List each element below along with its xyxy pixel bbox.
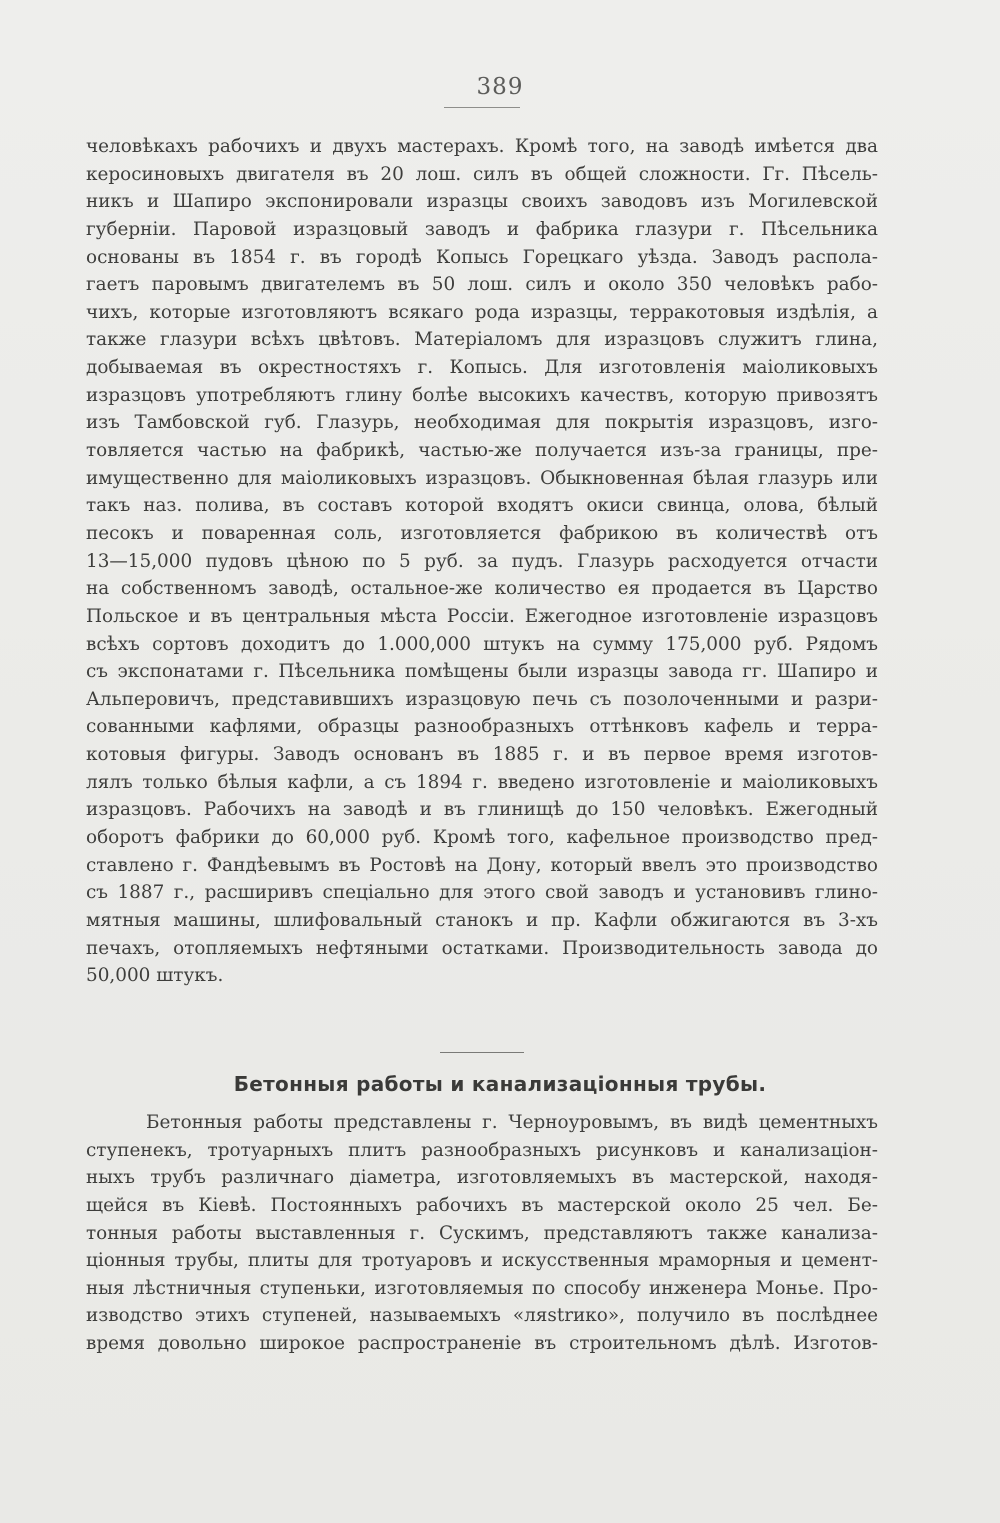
text-line: на собственномъ заводѣ, остальное-же количество ея продается въ Царство <box>86 578 878 600</box>
text-line: гаетъ паровымъ двигателемъ въ 50 лош. силъ и около 350 человѣкъ рабо- <box>86 274 878 296</box>
text-line: съ 1887 г., расширивъ спеціально для этого свой заводъ и установивъ глино- <box>86 882 878 904</box>
section-heading: Бетонныя работы и канализаціонныя трубы. <box>233 1072 767 1096</box>
text-line: котовыя фигуры. Заводъ основанъ въ 1885 г. и въ первое время изготов- <box>86 744 878 766</box>
text-line: основаны въ 1854 г. въ городѣ Копысь Горецкаго уѣзда. Заводъ распола- <box>86 246 878 268</box>
text-line: ступенекъ, тротуарныхъ плитъ разнообразныхъ рисунковъ и канализаціон- <box>86 1139 878 1161</box>
text-line: Бетонныя работы представлены г. Черноуровымъ, въ видѣ цементныхъ <box>146 1112 878 1133</box>
text-line: добываемая въ окрестностяхъ г. Копысь. Для изготовленія маіоликовыхъ <box>86 357 878 379</box>
text-line: съ экспонатами г. Пѣсельника помѣщены были изразцы завода гг. Шапиро и <box>86 661 878 683</box>
text-line: также глазури всѣхъ цвѣтовъ. Матеріаломъ для изразцовъ служитъ глина, <box>86 329 878 351</box>
text-line: ставлено г. Фандѣевымъ въ Ростовѣ на Дону, который ввелъ это производство <box>86 854 878 876</box>
text-line: 13—15,000 пудовъ цѣною по 5 руб. за пудъ. Глазурь расходуется отчасти <box>86 550 878 572</box>
text-line: печахъ, отопляемыхъ нефтяными остатками. Производительность завода до <box>86 937 878 959</box>
text-line: ціонныя трубы, плиты для тротуаровъ и искусственныя мраморныя и цемент- <box>86 1250 878 1272</box>
text-line: 50,000 штукъ. <box>86 965 224 987</box>
text-line: песокъ и поваренная соль, изготовляется фабрикою въ количествѣ отъ <box>86 522 878 544</box>
text-line: человѣкахъ рабочихъ и двухъ мастерахъ. Кромѣ того, на заводѣ имѣется два <box>86 136 878 157</box>
text-line: сованными кафлями, образцы разнообразныхъ оттѣнковъ кафель и терра- <box>86 716 878 738</box>
text-line: товляется частью на фабрикѣ, частью-же получается изъ-за границы, пре- <box>86 440 878 462</box>
text-line: ныя лѣстничныя ступеньки, изготовляемыя по способу инженера Монье. Про- <box>86 1277 878 1299</box>
text-line: такъ наз. полива, въ составъ которой входятъ окиси свинца, олова, бѣлый <box>86 495 878 517</box>
text-line: изводство этихъ ступеней, называемыхъ «ляstrико», получило въ послѣднее <box>86 1305 878 1327</box>
text-line: тонныя работы выставленныя г. Сускимъ, представляютъ также канализа- <box>86 1222 878 1244</box>
text-line: Альперовичъ, представившихъ изразцовую печь съ позолоченными и разри- <box>86 688 878 710</box>
text-line: изразцовъ употребляютъ глину болѣе высокихъ качествъ, которую привозятъ <box>86 384 878 406</box>
text-line: всѣхъ сортовъ доходитъ до 1.000,000 штукъ на сумму 175,000 руб. Рядомъ <box>86 633 878 655</box>
text-line: изразцовъ. Рабочихъ на заводѣ и въ глинищѣ до 150 человѣкъ. Ежегодный <box>86 799 878 821</box>
text-line: чихъ, которые изготовляютъ всякаго рода изразцы, терракотовыя издѣлія, а <box>86 301 878 323</box>
text-line: время довольно широкое распространеніе въ строительномъ дѣлѣ. Изготов- <box>86 1333 878 1355</box>
page-number-rule <box>444 107 520 108</box>
text-line: мятныя машины, шлифовальный станокъ и пр. Кафли обжигаются въ 3-хъ <box>86 909 878 931</box>
text-line: изъ Тамбовской губ. Глазурь, необходимая для покрытія изразцовъ, изго- <box>86 412 878 434</box>
section-divider <box>440 1052 524 1053</box>
text-line: щейся въ Кіевѣ. Постоянныхъ рабочихъ въ мастерской около 25 чел. Бе- <box>86 1194 878 1216</box>
paragraph-tiles <box>86 133 878 990</box>
page-number: 389 <box>476 74 524 100</box>
text-line: имущественно для маіоликовыхъ изразцовъ. Обыкновенная бѣлая глазурь или <box>86 467 878 489</box>
text-line: оборотъ фабрики до 60,000 руб. Кромѣ того, кафельное производство пред- <box>86 827 878 849</box>
text-line: губерніи. Паровой изразцовый заводъ и фабрика глазури г. Пѣсельника <box>86 218 878 240</box>
text-line: керосиновыхъ двигателя въ 20 лош. силъ въ общей сложности. Гг. Пѣсель- <box>86 163 878 185</box>
paragraph-concrete <box>86 1109 878 1358</box>
text-line: ныхъ трубъ различнаго діаметра, изготовляемыхъ въ мастерской, находя- <box>86 1167 878 1189</box>
text-line: никъ и Шапиро экспонировали изразцы своихъ заводовъ изъ Могилевской <box>86 191 878 213</box>
text-line: лялъ только бѣлыя кафли, а съ 1894 г. введено изготовленіе и маіоликовыхъ <box>86 771 878 793</box>
text-line: Польское и въ центральныя мѣста Россіи. Ежегодное изготовленіе изразцовъ <box>86 605 878 627</box>
